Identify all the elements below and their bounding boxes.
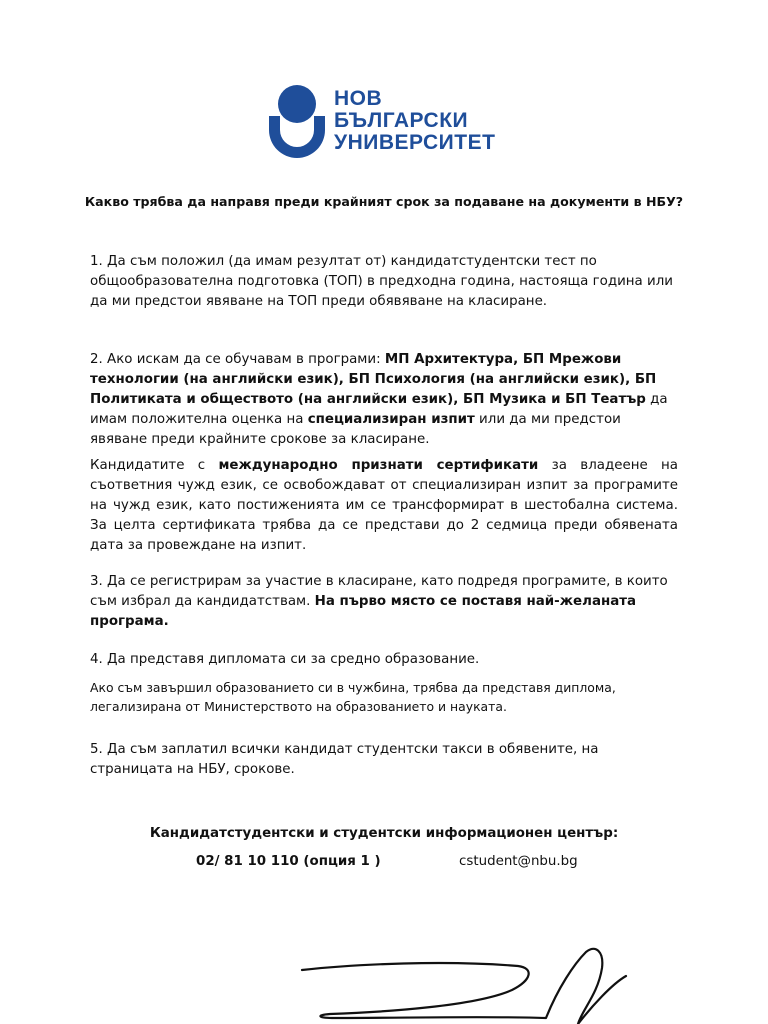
certificates-paragraph bbox=[90, 456, 678, 556]
nbu-logo-text bbox=[334, 88, 495, 154]
item-4-note: Ако съм завършил образованието си в чужбина, трябва да представя диплома, легализирана от Министерството на образованието и науката. bbox=[90, 680, 616, 714]
item-2-text-3: или да ми предстои явяване преди крайните срокове за класиране. bbox=[90, 412, 621, 447]
item-1: 1. Да съм положил (да имам резултат от) кандидатстудентски тест по общообразователна подготовка (ТОП) в предходна година, настояща година или да ми предстои явяване на ТОП преди обявяване на класиране. bbox=[90, 254, 673, 309]
item-2 bbox=[90, 350, 678, 450]
item-4: 4. Да представя дипломата си за средно образование. bbox=[90, 652, 480, 667]
item-3-bold: На първо място се поставя най-желаната програма. bbox=[90, 594, 637, 629]
nbu-logo bbox=[266, 84, 506, 160]
item-3 bbox=[90, 572, 678, 632]
handwritten-signature bbox=[296, 938, 636, 1024]
nbu-logo-mark-icon bbox=[266, 84, 328, 160]
certificates-text-2: за владеене на съответния чужд език, се освобождават от специализиран изпит за програмите на чужд език, като постиженията им се трансформират в шестобална система. За целта сертификата трябва да се представи до 2 седмица преди обявената дата за провеждане на изпит. bbox=[90, 458, 678, 553]
certificates-text-1: Кандидатите с bbox=[90, 458, 219, 473]
logo-line-2: БЪЛГАРСКИ bbox=[334, 109, 469, 132]
certificates-bold: международно признати сертификати bbox=[218, 458, 539, 473]
logo-line-1: НОВ bbox=[334, 87, 383, 110]
item-3-text: 3. Да се регистрирам за участие в класиране, като подредя програмите, в които съм избрал да кандидатствам. bbox=[90, 574, 668, 609]
logo-line-3: УНИВЕРСИТЕТ bbox=[334, 131, 496, 154]
item-2-programs: МП Архитектура, БП Мрежови технологии (на английски език), БП Психология (на английски език), БП Политиката и обществото (на английски език), БП Музика и БП Театър bbox=[90, 352, 657, 407]
item-2-text-2: да имам положителна оценка на bbox=[90, 392, 668, 427]
contact-phone: 02/ 81 10 110 (опция 1 ) bbox=[196, 854, 381, 869]
item-2-exam: специализиран изпит bbox=[307, 412, 475, 427]
item-5: 5. Да съм заплатил всички кандидат студентски такси в обявените, на страницата на НБУ, срокове. bbox=[90, 742, 599, 777]
contact-email: cstudent@nbu.bg bbox=[459, 854, 578, 869]
page-title: Какво трябва да направя преди крайният срок за подаване на документи в НБУ? bbox=[84, 194, 684, 209]
item-2-text-1: 2. Ако искам да се обучавам в програми: bbox=[90, 352, 385, 367]
contact-title: Кандидатстудентски и студентски информационен център: bbox=[149, 826, 619, 841]
